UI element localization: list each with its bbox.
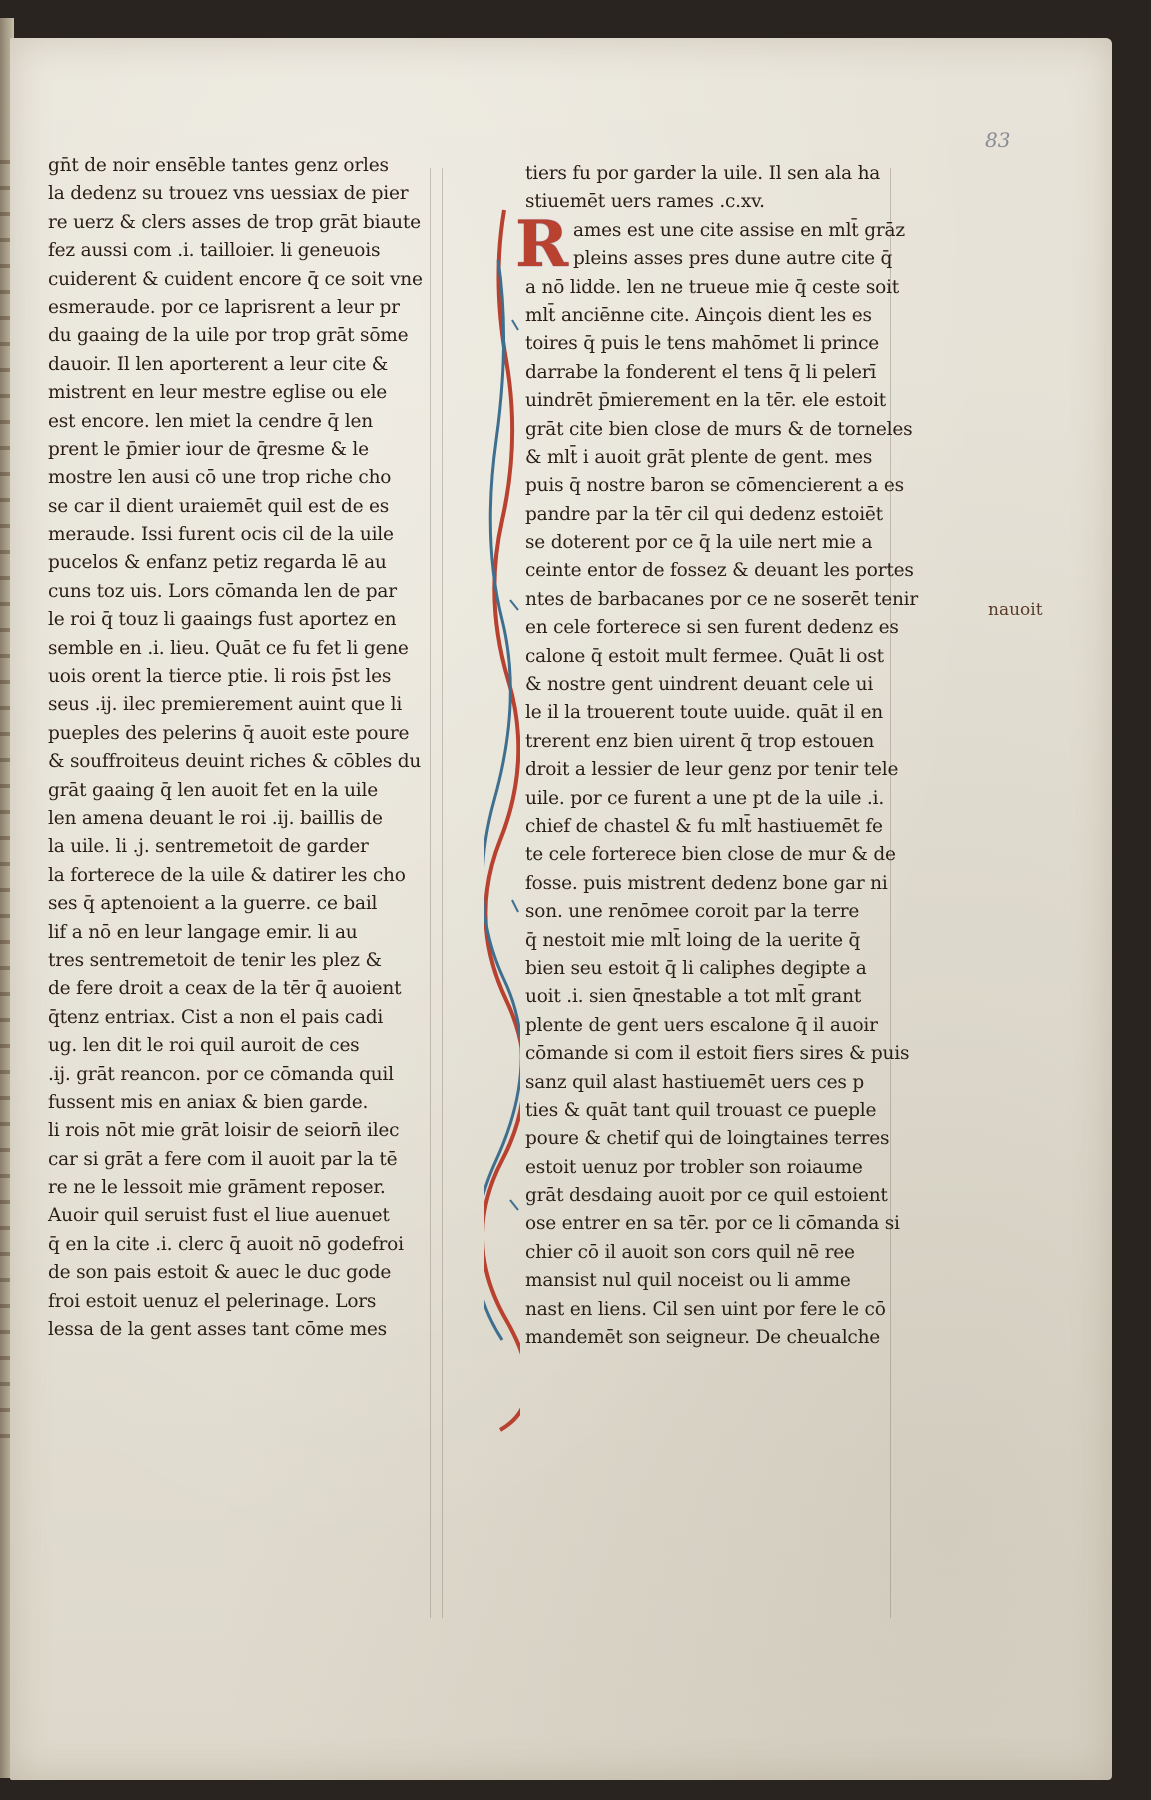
text-line: mlt̄ anciēnne cite. Ainçois dient les es bbox=[525, 304, 872, 326]
text-line: froi estoit uenuz el pelerinage. Lors bbox=[48, 1290, 377, 1312]
text-line: toires q̄ puis le tens mahōmet li prince bbox=[525, 333, 880, 355]
text-line: de son pais estoit & auec le duc gode bbox=[48, 1262, 392, 1284]
folio-number: 83 bbox=[985, 128, 1011, 152]
text-line: re ne le lessoit mie grāment reposer. bbox=[48, 1177, 386, 1199]
text-line: .ij. grāt reancon. por ce cōmanda quil bbox=[48, 1063, 394, 1085]
text-line: ties & quāt tant quil trouast ce pueple bbox=[525, 1099, 877, 1121]
text-line: stiuemēt uers rames .c.xv. bbox=[525, 191, 765, 213]
text-line: trerent enz bien uirent q̄ trop estouen bbox=[525, 730, 875, 752]
text-line: meraude. Issi furent ocis cil de la uile bbox=[48, 524, 394, 546]
text-line: len amena deuant le roi .ij. baillis de bbox=[48, 807, 383, 829]
text-line: li rois nōt mie grāt loisir de seiorn̄ ilec bbox=[48, 1120, 400, 1142]
text-line: plente de gent uers escalone q̄ il auoir bbox=[525, 1014, 878, 1036]
text-line: droit a lessier de leur genz por tenir tele bbox=[525, 759, 899, 781]
text-line: q̄ nestoit mie mlt̄ loing de la uerite q̄ bbox=[525, 929, 861, 951]
text-line: gn̄t de noir ensēble tantes genz orles bbox=[48, 155, 389, 176]
text-line: & souffroiteus deuint riches & cōbles du bbox=[48, 751, 422, 773]
right-text-column bbox=[525, 160, 995, 1352]
text-line: uoit .i. sien q̄nestable a tot mlt̄ grant bbox=[525, 986, 862, 1008]
text-line: uindrēt p̄mierement en la tēr. ele estoit bbox=[525, 390, 887, 412]
text-line: estoit uenuz por trobler son roiaume bbox=[525, 1156, 863, 1178]
text-line: esmeraude. por ce laprisrent a leur pr bbox=[48, 296, 400, 318]
text-line: de fere droit a ceax de la tēr q̄ auoient bbox=[48, 978, 402, 1000]
text-line: darrabe la fonderent el tens q̄ li pelerī bbox=[525, 361, 877, 383]
text-line: semble en .i. lieu. Quāt ce fu fet li gene bbox=[48, 637, 409, 659]
text-line: le roi q̄ touz li gaaings fust aportez en bbox=[48, 609, 397, 631]
text-line: uois orent la tierce ptie. li rois p̄st les bbox=[48, 666, 392, 688]
text-line: mistrent en leur mestre eglise ou ele bbox=[48, 382, 388, 404]
text-line: chier cō il auoit son cors quil nē ree bbox=[525, 1241, 855, 1263]
text-line: fosse. puis mistrent dedenz bone gar ni bbox=[525, 872, 888, 894]
text-line: pueples des pelerins q̄ auoit este poure bbox=[48, 722, 410, 744]
text-line: & mlt̄ i auoit grāt plente de gent. mes bbox=[525, 446, 873, 468]
text-line: mandemēt son seigneur. De cheualche bbox=[525, 1327, 881, 1349]
text-line: Auoir quil seruist fust el liue auenuet bbox=[48, 1205, 390, 1227]
text-line: pandre par la tēr cil qui dedenz estoiēt bbox=[525, 503, 883, 525]
text-line: ames est une cite assise en mlt̄ grāz bbox=[573, 219, 905, 241]
text-line: la forterece de la uile & datirer les cho bbox=[48, 864, 406, 886]
text-line: ceinte entor de fossez & deuant les portes bbox=[525, 560, 914, 582]
text-line: te cele forterece bien close de mur & de bbox=[525, 844, 896, 866]
text-line: sanz quil alast hastiuemēt uers ces p bbox=[525, 1071, 864, 1093]
text-line: a nō lidde. len ne trueue mie q̄ ceste soit bbox=[525, 276, 900, 298]
text-line: grāt cite bien close de murs & de torneles bbox=[525, 418, 913, 440]
decorated-initial: R bbox=[515, 207, 569, 282]
text-line: chief de chastel & fu mlt̄ hastiuemēt fe bbox=[525, 815, 883, 837]
text-line: cuiderent & cuident encore q̄ ce soit vne bbox=[48, 268, 423, 290]
text-line: re uerz & clers asses de trop grāt biaute bbox=[48, 211, 421, 233]
left-text-column bbox=[48, 152, 458, 1344]
text-line: se doterent por ce q̄ la uile nert mie a bbox=[525, 532, 873, 554]
text-line: cuns toz uis. Lors cōmanda len de par bbox=[48, 580, 397, 602]
margin-correction: nauoit bbox=[988, 600, 1043, 620]
text-line: cōmande si com il estoit fiers sires & puis bbox=[525, 1043, 910, 1065]
text-line: mostre len ausi cō une trop riche cho bbox=[48, 467, 392, 489]
text-line: uile. por ce furent a une pt de la uile .i. bbox=[525, 787, 885, 809]
text-line: la uile. li .j. sentremetoit de garder bbox=[48, 836, 369, 858]
text-line: calone q̄ estoit mult fermee. Quāt li ost bbox=[525, 645, 884, 667]
text-line: car si grāt a fere com il auoit par la tē bbox=[48, 1148, 398, 1170]
text-line: grāt desdaing auoit por ce quil estoient bbox=[525, 1185, 888, 1207]
text-line: pleins asses pres dune autre cite q̄ bbox=[573, 248, 893, 270]
text-line: est encore. len miet la cendre q̄ len bbox=[48, 410, 373, 432]
text-line: ug. len dit le roi quil auroit de ces bbox=[48, 1035, 360, 1057]
text-line: fussent mis en aniax & bien garde. bbox=[48, 1091, 369, 1113]
text-line: prent le p̄mier iour de q̄resme & le bbox=[48, 438, 369, 460]
text-line: & nostre gent uindrent deuant cele ui bbox=[525, 674, 874, 696]
text-line: q̄tenz entriax. Cist a non el pais cadi bbox=[48, 1006, 384, 1028]
manuscript-folio bbox=[10, 38, 1112, 1780]
text-line: q̄ en la cite .i. clerc q̄ auoit nō godefroi bbox=[48, 1233, 404, 1255]
text-line: ses q̄ aptenoient a la guerre. ce bail bbox=[48, 893, 378, 915]
text-line: du gaaing de la uile por trop grāt sōme bbox=[48, 325, 409, 347]
text-line: seus .ij. ilec premierement auint que li bbox=[48, 694, 403, 716]
text-line: son. une renōmee coroit par la terre bbox=[525, 901, 860, 923]
text-line: lessa de la gent asses tant cōme mes bbox=[48, 1319, 387, 1341]
text-line: pucelos & enfanz petiz regarda lē au bbox=[48, 552, 387, 574]
text-line: puis q̄ nostre baron se cōmencierent a es bbox=[525, 475, 904, 497]
text-line: la dedenz su trouez vns uessiax de pier bbox=[48, 183, 409, 205]
text-line: fez aussi com .i. tailloier. li geneuois bbox=[48, 240, 381, 262]
text-line: en cele forterece si sen furent dedenz es bbox=[525, 617, 899, 639]
text-line: le il la trouerent toute uuide. quāt il en bbox=[525, 702, 883, 724]
text-line: bien seu estoit q̄ li caliphes degipte a bbox=[525, 957, 867, 979]
text-line: dauoir. Il len aporterent a leur cite & bbox=[48, 353, 389, 375]
text-line: lif a nō en leur langage emir. li au bbox=[48, 921, 358, 943]
text-line: mansist nul quil noceist ou li amme bbox=[525, 1270, 851, 1292]
text-line: poure & chetif qui de loingtaines terres bbox=[525, 1128, 890, 1150]
text-line: tres sentremetoit de tenir les plez & bbox=[48, 949, 382, 971]
text-line: ntes de barbacanes por ce ne soserēt tenir bbox=[525, 588, 919, 610]
pen-flourish-decoration bbox=[484, 200, 520, 1440]
text-line: se car il dient uraiemēt quil est de es bbox=[48, 495, 390, 517]
text-line: tiers fu por garder la uile. Il sen ala ha bbox=[525, 163, 881, 184]
text-line: ose entrer en sa tēr. por ce li cōmanda si bbox=[525, 1213, 900, 1235]
text-line: nast en liens. Cil sen uint por fere le cō bbox=[525, 1298, 886, 1320]
text-line: grāt gaaing q̄ len auoit fet en la uile bbox=[48, 779, 378, 801]
